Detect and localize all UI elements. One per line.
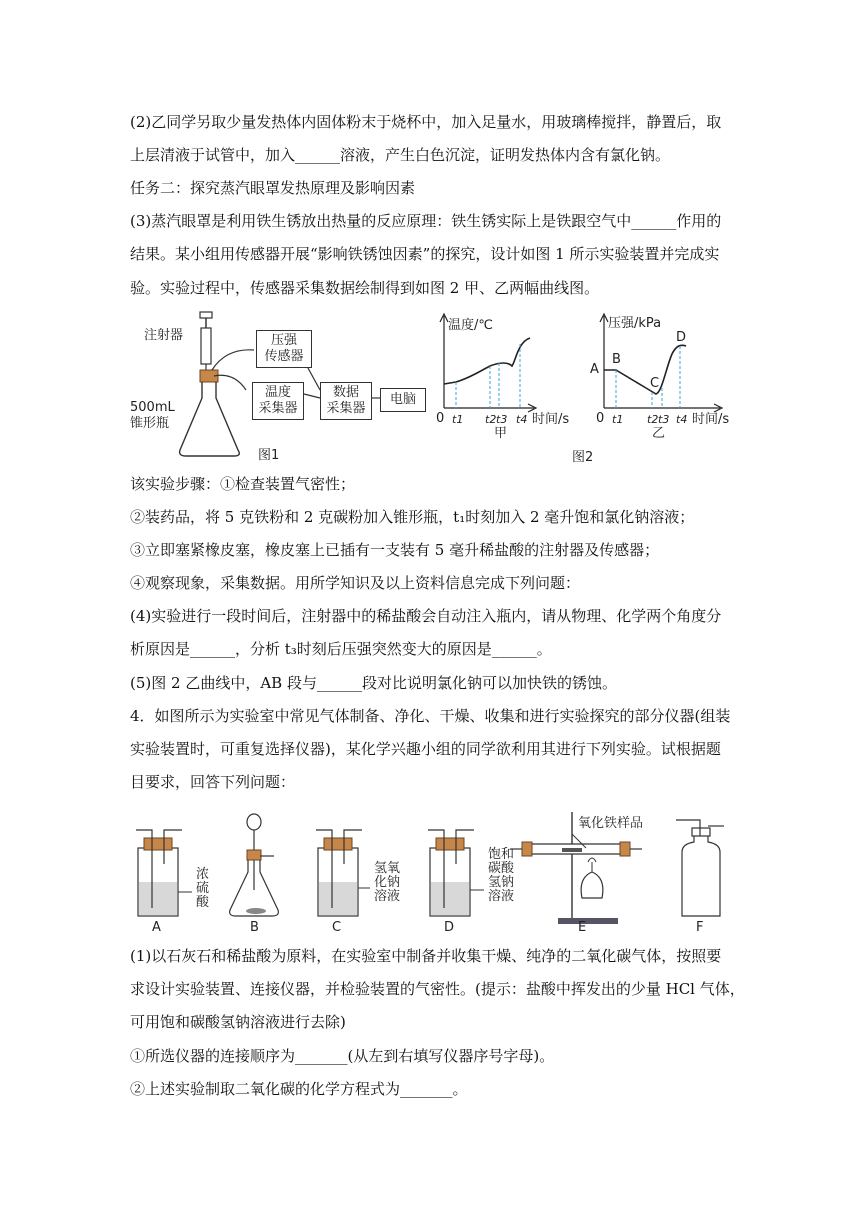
question-4-line: 4．如图所示为实验室中常见气体制备、净化、干燥、收集和进行实验探究的部分仪器(组装 (130, 707, 731, 725)
point-a: A (590, 362, 599, 377)
point-c: C (650, 376, 660, 391)
bottle-a-label-2: 硫 (196, 881, 210, 896)
text-line: (4)实验进行一段时间后，注射器中的稀盐酸会自动注入瓶内，请从物理、化学两个角度分 (130, 607, 722, 625)
text-line: (3)蒸汽眼罩是利用铁生锈放出热量的反应原理：铁生锈实际上是铁跟空气中______作用的 (130, 212, 722, 230)
jia-tick-t3: t3 (496, 413, 508, 426)
text-line: (2)乙同学另取少量发热体内固体粉末于烧杯中，加入足量水，用玻璃棒搅拌，静置后，取 (130, 113, 722, 131)
text-line: 目要求，回答下列问题： (130, 773, 296, 791)
yi-tick-t2: t2 (647, 413, 659, 426)
letter-c: C (332, 920, 342, 935)
text-line: (1)以石灰石和稀盐酸为原料，在实验室中制备并收集干燥、纯净的二氧化碳气体，按照要 (130, 947, 722, 965)
bottle-a-label-3: 酸 (196, 895, 210, 910)
jia-tick-t2: t2 (485, 413, 497, 426)
yi-tick-t3: t3 (658, 413, 670, 426)
text-line: ②装药品，将 5 克铁粉和 2 克碳粉加入锥形瓶，t₁时刻加入 2 毫升饱和氯化钠溶液； (130, 508, 695, 526)
point-b: B (612, 352, 621, 367)
jia-xlabel: 时间/s (532, 412, 570, 427)
bottle-c-label-2: 化钠 (374, 875, 401, 890)
bottle-c-label-3: 溶液 (374, 889, 401, 904)
text-line: 可用饱和碳酸氢钠溶液进行去除) (130, 1013, 346, 1031)
bottle-d (428, 830, 484, 916)
jia-origin: 0 (436, 411, 445, 426)
yi-tick-t1: t1 (612, 413, 624, 426)
yi-xlabel: 时间/s (692, 412, 730, 427)
jia-sublabel: 甲 (494, 426, 508, 441)
jia-tick-t4: t4 (516, 413, 528, 426)
syringe-label: 注射器 (144, 328, 184, 343)
pressure-sensor-label-1: 压强 (270, 333, 297, 348)
jia-ylabel: 温度/℃ (448, 318, 493, 333)
bottle-c (316, 830, 370, 916)
bottle-a (136, 830, 192, 916)
jia-tick-t1: t1 (452, 413, 464, 426)
text-line: (5)图 2 乙曲线中，AB 段与______段对比说明氯化钠可以加快铁的锈蚀。 (130, 674, 617, 692)
figure-1-caption: 图1 (258, 448, 280, 463)
text-line: ②上述实验制取二氧化碳的化学方程式为_______。 (130, 1080, 468, 1098)
yi-origin: 0 (596, 411, 605, 426)
bottle-a-label-1: 浓 (196, 867, 210, 882)
text-line: 上层清液于试管中，加入______溶液，产生白色沉淀，证明发热体内含有氯化钠。 (130, 146, 671, 164)
temperature-collector-box (252, 382, 304, 420)
data-collector-label-2: 采集器 (326, 401, 366, 416)
bottle-d-label-4: 溶液 (488, 889, 515, 904)
bottle-f (676, 820, 724, 916)
bottle-a-label (196, 868, 209, 910)
letter-b: B (250, 920, 259, 935)
data-collector-box (320, 382, 372, 420)
data-collector-label-1: 数据 (332, 385, 359, 400)
figure-2-caption: 图2 (572, 450, 594, 465)
section-heading: 任务二：探究蒸汽眼罩发热原理及影响因素 (130, 179, 416, 197)
bottle-d-label-1: 饱和 (488, 847, 515, 862)
text-line: ④观察现象，采集数据。用所学知识及以上资料信息完成下列问题： (130, 574, 581, 592)
point-d: D (676, 330, 687, 345)
temperature-collector-label-2: 采集器 (258, 401, 298, 416)
flask-volume-label: 500mL (130, 400, 175, 415)
tube-e-label: 氧化铁样品 (578, 816, 644, 831)
bottle-d-label-2: 碳酸 (488, 861, 515, 876)
flask-b (230, 814, 279, 916)
letter-d: D (444, 920, 455, 935)
bottle-d-label-3: 氢钠 (488, 875, 515, 890)
text-line: 求设计实验装置、连接仪器，并检验装置的气密性。(提示：盐酸中挥发出的少量 HCl 气体， (130, 980, 745, 998)
yi-tick-t4: t4 (676, 413, 688, 426)
text-line: 验。实验过程中，传感器采集数据绘制得到如图 2 甲、乙两幅曲线图。 (130, 279, 600, 297)
bottle-c-label (374, 862, 400, 904)
text-line: 结果。某小组用传感器开展“影响铁锈蚀因素”的探究，设计如图 1 所示实验装置并完成实 (130, 245, 720, 263)
yi-sublabel: 乙 (652, 426, 666, 441)
bottle-c-label-1: 氢氧 (374, 861, 401, 876)
figure-1 (130, 306, 430, 466)
text-line: ①所选仪器的连接顺序为_______(从左到右填写仪器序号字母)。 (130, 1047, 555, 1065)
letter-f: F (696, 920, 704, 935)
text-line: 该实验步骤：①检查装置气密性； (130, 475, 356, 493)
figure-2 (430, 308, 740, 468)
text-line: 析原因是______，分析 t₃时刻后压强突然变大的原因是______。 (130, 640, 552, 658)
pressure-sensor-box (256, 330, 312, 368)
bottle-d-label (488, 848, 514, 904)
computer-label: 电脑 (389, 392, 416, 407)
text-line: ③立即塞紧橡皮塞，橡皮塞上已插有一支装有 5 毫升稀盐酸的注射器及传感器； (130, 541, 660, 559)
temperature-collector-label-1: 温度 (264, 385, 291, 400)
apparatus-row (130, 808, 730, 938)
text-line: 实验装置时，可重复选择仪器)，某化学兴趣小组的同学欲利用其进行下列实验。试根据题 (130, 740, 721, 758)
yi-ylabel: 压强/kPa (608, 316, 662, 331)
letter-a: A (152, 920, 161, 935)
pressure-sensor-label-2: 传感器 (264, 349, 304, 364)
letter-e: E (578, 920, 587, 935)
computer-box (380, 388, 426, 412)
flask-label: 锥形瓶 (130, 416, 170, 431)
